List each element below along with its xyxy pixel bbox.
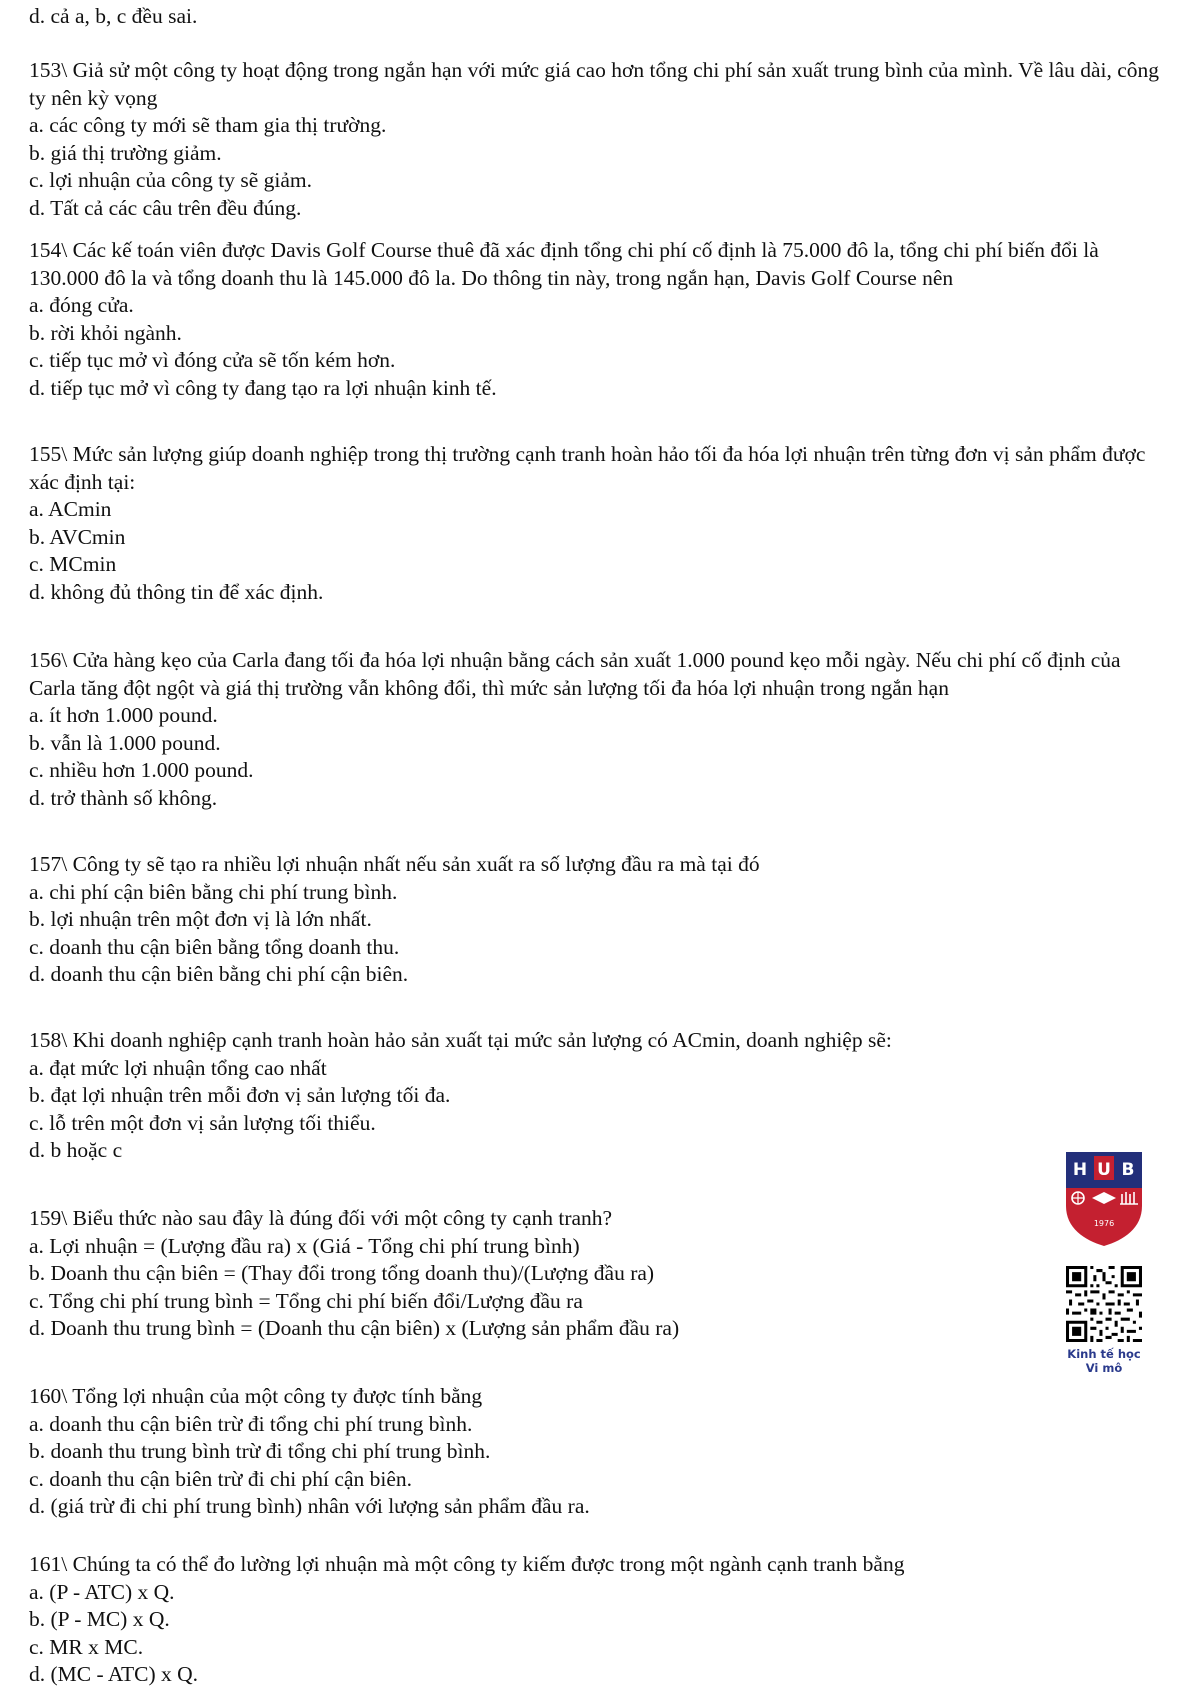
option-a: a. chi phí cận biên bằng chi phí trung bình. [29,879,398,904]
option-b: b. (P - MC) x Q. [29,1607,170,1632]
question-160 [29,1383,1164,1521]
question-stem: 154\ Các kế toán viên được Davis Golf Course thuê đã xác định tổng chi phí cố định là 75.000 đô la, tổng chi phí biến đổi là 130.000 đô la và tổng doanh thu là 145.000 đô la. Do thông tin này, trong ngắn hạn, Davis Golf Course nên [29,238,1099,290]
option-d: d. (giá trừ đi chi phí trung bình) nhân với lượng sản phẩm đầu ra. [29,1494,590,1519]
option-a: a. các công ty mới sẽ tham gia thị trường. [29,113,387,138]
option-a: a. (P - ATC) x Q. [29,1579,175,1604]
option-c: c. doanh thu cận biên bằng tổng doanh thu. [29,934,400,959]
option-c: c. MR x MC. [29,1634,144,1659]
question-stem: 155\ Mức sản lượng giúp doanh nghiệp trong thị trường cạnh tranh hoàn hảo tối đa hóa lợi nhuận trên từng đơn vị sản phẩm được xác định tại: [29,442,1146,494]
option-b: b. Doanh thu cận biên = (Thay đổi trong tổng doanh thu)/(Lượng đầu ra) [29,1261,655,1286]
option-d: d. không đủ thông tin để xác định. [29,579,324,604]
brand-block [1056,1148,1152,1408]
university-logo-icon [1062,1148,1146,1248]
logo-year: 1976 [1093,1219,1115,1228]
question-158 [29,1027,1164,1165]
question-stem: 161\ Chúng ta có thể đo lường lợi nhuận mà một công ty kiếm được trong một ngành cạnh tranh bằng [29,1552,905,1576]
qr-code-icon [1066,1266,1142,1342]
option-d: d. Tất cả các câu trên đều đúng. [29,195,302,220]
course-caption-line2: Vi mô [1085,1361,1123,1375]
option-c: c. tiếp tục mở vì đóng cửa sẽ tốn kém hơn. [29,348,396,373]
question-155 [29,441,1164,607]
option-d: d. Doanh thu trung bình = (Doanh thu cận biên) x (Lượng sản phẩm đầu ra) [29,1316,680,1341]
option-a: a. Lợi nhuận = (Lượng đầu ra) x (Giá - Tổng chi phí trung bình) [29,1233,580,1258]
logo-letter-u: U [1097,1160,1111,1180]
option-a: a. ACmin [29,497,112,522]
logo-letter-b: B [1121,1160,1135,1180]
question-157 [29,851,1164,989]
question-stem: 159\ Biểu thức nào sau đây là đúng đối với một công ty cạnh tranh? [29,1206,613,1230]
option-d: d. (MC - ATC) x Q. [29,1662,199,1687]
previous-option-line: d. cả a, b, c đều sai. [29,4,198,28]
logo-letter-h: H [1072,1160,1088,1180]
option-c: c. nhiều hơn 1.000 pound. [29,758,254,783]
question-159 [29,1205,1164,1343]
option-b: b. lợi nhuận trên một đơn vị là lớn nhất. [29,907,372,932]
question-stem: 153\ Giả sử một công ty hoạt động trong ngắn hạn với mức giá cao hơn tổng chi phí sản xuất trung bình của mình. Về lâu dài, công ty nên kỳ vọng [29,58,1159,110]
option-b: b. vẫn là 1.000 pound. [29,730,221,755]
option-a: a. đạt mức lợi nhuận tổng cao nhất [29,1055,327,1080]
option-a: a. doanh thu cận biên trừ đi tổng chi phí trung bình. [29,1411,473,1436]
question-stem: 160\ Tổng lợi nhuận của một công ty được tính bằng [29,1384,483,1408]
option-a: a. ít hơn 1.000 pound. [29,703,218,728]
question-153 [29,57,1164,223]
option-c: c. lợi nhuận của công ty sẽ giảm. [29,168,313,193]
option-d: d. tiếp tục mở vì công ty đang tạo ra lợi nhuận kinh tế. [29,375,497,400]
option-c: c. MCmin [29,552,117,577]
option-d: d. doanh thu cận biên bằng chi phí cận biên. [29,962,409,987]
option-c: c. lỗ trên một đơn vị sản lượng tối thiểu. [29,1110,376,1135]
option-b: b. giá thị trường giảm. [29,140,222,165]
option-b: b. AVCmin [29,524,126,549]
option-a: a. đóng cửa. [29,293,134,318]
option-d: d. trở thành số không. [29,785,218,810]
question-154 [29,237,1164,403]
question-156 [29,647,1164,813]
course-caption-line1: Kinh tế học [1067,1347,1141,1361]
option-d: d. b hoặc c [29,1138,123,1163]
option-b: b. rời khỏi ngành. [29,320,182,345]
question-stem: 157\ Công ty sẽ tạo ra nhiều lợi nhuận nhất nếu sản xuất ra số lượng đầu ra mà tại đó [29,852,760,876]
option-b: b. doanh thu trung bình trừ đi tổng chi phí trung bình. [29,1439,491,1464]
question-stem: 156\ Cửa hàng kẹo của Carla đang tối đa hóa lợi nhuận bằng cách sản xuất 1.000 pound kẹo mỗi ngày. Nếu chi phí cố định của Carla tăng đột ngột và giá thị trường vẫn không đổi, thì mức sản lượng tối đa hóa lợi nhuận trong ngắn hạn [29,648,1121,700]
option-c: c. doanh thu cận biên trừ đi chi phí cận biên. [29,1466,413,1491]
question-161 [29,1551,1164,1689]
question-stem: 158\ Khi doanh nghiệp cạnh tranh hoàn hảo sản xuất tại mức sản lượng có ACmin, doanh nghiệp sẽ: [29,1028,892,1052]
option-c: c. Tổng chi phí trung bình = Tổng chi phí biến đổi/Lượng đầu ra [29,1288,583,1313]
option-b: b. đạt lợi nhuận trên mỗi đơn vị sản lượng tối đa. [29,1083,451,1108]
